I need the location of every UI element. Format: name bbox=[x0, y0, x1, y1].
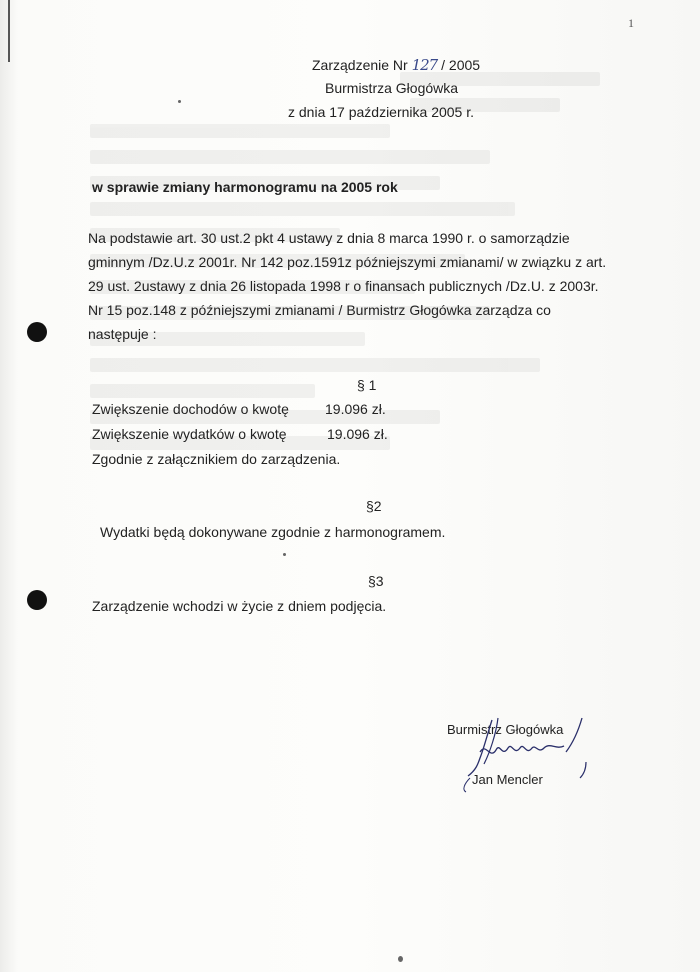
legal-basis-line: 29 ust. 2ustawy z dnia 26 listopada 1998 r o finansach publicznych /Dz.U. z 2003r. bbox=[88, 278, 599, 294]
handwritten-signature-icon bbox=[440, 712, 600, 802]
handwritten-ordinance-number: 127 bbox=[411, 56, 438, 74]
section-2-text: Wydatki będą dokonywane zgodnie z harmonogramem. bbox=[100, 524, 446, 540]
section-1-heading: § 1 bbox=[357, 377, 377, 393]
scan-speck bbox=[178, 100, 181, 103]
legal-basis-line: gminnym /Dz.U.z 2001r. Nr 142 poz.1591z późniejszymi zmianami/ w związku z art. bbox=[88, 254, 607, 270]
legal-basis-line: następuje : bbox=[88, 326, 157, 342]
document-subject: w sprawie zmiany harmonogramu na 2005 rok bbox=[92, 179, 398, 195]
legal-basis-line: Na podstawie art. 30 ust.2 pkt 4 ustawy z dnia 8 marca 1990 r. o samorządzie bbox=[88, 230, 570, 246]
section-3-text: Zarządzenie wchodzi w życie z dniem podjęcia. bbox=[92, 598, 387, 614]
issuer-line: Burmistrza Głogówka bbox=[325, 80, 459, 96]
scan-speck bbox=[398, 956, 403, 962]
ordinance-year: / 2005 bbox=[437, 57, 481, 73]
legal-basis-line: Nr 15 poz.148 z późniejszymi zmianami / Burmistrz Głogówka zarządza co bbox=[88, 302, 551, 318]
scan-speck bbox=[283, 553, 286, 556]
punch-hole bbox=[27, 322, 47, 342]
date-line: z dnia 17 października 2005 r. bbox=[288, 104, 475, 120]
section-3-heading: §3 bbox=[368, 573, 384, 589]
section-2-heading: §2 bbox=[366, 498, 382, 514]
page-number: 1 bbox=[628, 16, 634, 30]
signatory-title: Burmistrz Głogówka bbox=[447, 722, 564, 737]
punch-hole bbox=[27, 590, 47, 610]
scan-edge-line bbox=[8, 0, 10, 62]
legal-basis-paragraph bbox=[88, 226, 648, 346]
attachment-note: Zgodnie z załącznikiem do zarządzenia. bbox=[92, 451, 341, 467]
income-increase-label: Zwiększenie dochodów o kwotę bbox=[92, 401, 289, 417]
ordinance-number-line bbox=[312, 54, 480, 77]
expense-increase-label: Zwiększenie wydatków o kwotę bbox=[92, 426, 287, 442]
signature-block bbox=[440, 712, 600, 802]
income-increase-amount: 19.096 zł. bbox=[325, 401, 386, 417]
ordinance-prefix: Zarządzenie Nr bbox=[312, 57, 412, 73]
expense-increase-amount: 19.096 zł. bbox=[327, 426, 388, 442]
signatory-name: Jan Mencler bbox=[472, 772, 543, 787]
